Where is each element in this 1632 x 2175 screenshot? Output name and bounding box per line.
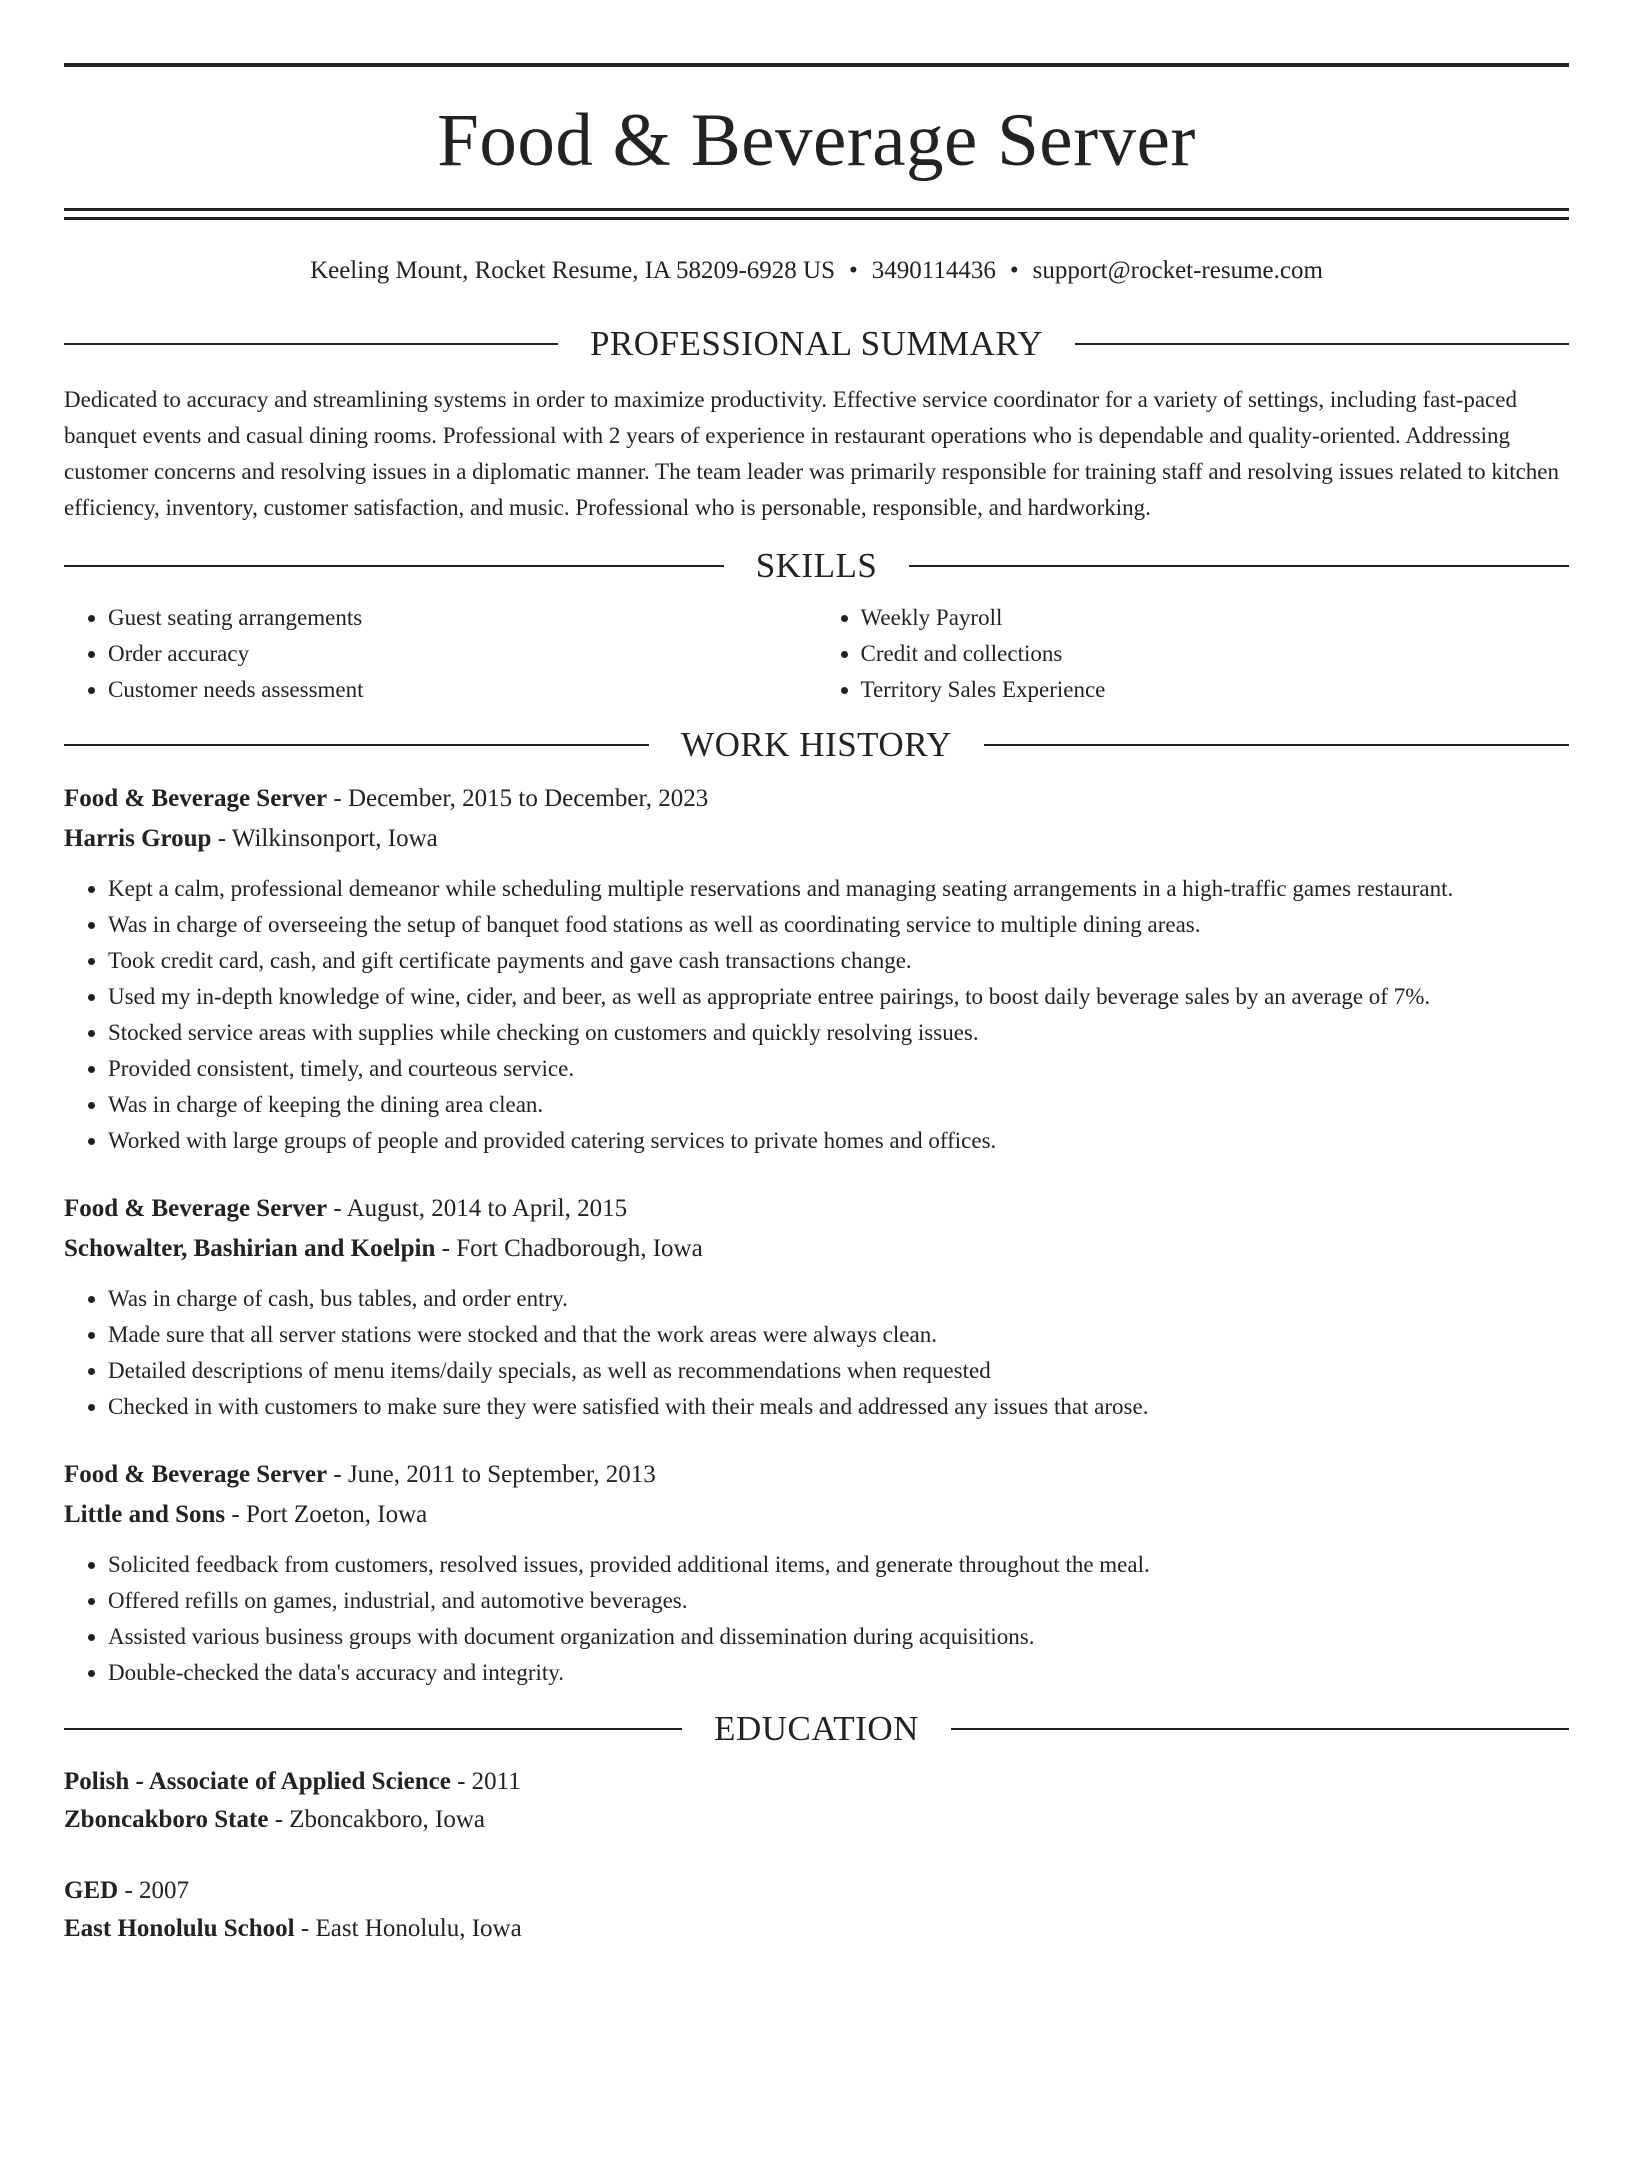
job-dash: - (333, 1461, 342, 1488)
summary-text: Dedicated to accuracy and streamlining systems in order to maximize productivity. Effective service coordinator for a variety of settings, including fast-paced banquet events and casual dining rooms. Professional with 2 years of experience in restaurant operations who is dependable and quality-oriented. Addressing customer concerns and resolving issues in a diplomatic manner. The team leader was primarily responsible for training staff and resolving issues related to kitchen efficiency, inventory, customer satisfaction, and music. Professional who is personable, responsible, and hardworking. (64, 387, 1560, 520)
contact-phone: 3490114436 (871, 257, 996, 284)
job-company-line (64, 1229, 1569, 1269)
job-company: Little and Sons (64, 1501, 226, 1528)
job-bullet: • Offered refills on games, industrial, and automotive beverages. (108, 1583, 1569, 1619)
skills-heading (64, 546, 1569, 586)
job-dash: - (441, 1235, 450, 1262)
heading-rule (64, 565, 724, 567)
contact-address: Keeling Mount, Rocket Resume, IA 58209-6928 US (310, 257, 836, 284)
job-entry (64, 1455, 1569, 1691)
resume-name: Food & Beverage Server (437, 99, 1196, 182)
skill-item: • Customer needs assessment (108, 672, 817, 708)
education-entry (64, 1763, 1569, 1839)
education-degree: Polish - Associate of Applied Science (64, 1768, 451, 1795)
skills-title: SKILLS (755, 546, 878, 585)
job-role: Food & Beverage Server (64, 1195, 328, 1222)
summary-heading (64, 324, 1569, 364)
job-company-line (64, 819, 1569, 859)
education-school: Zboncakboro State (64, 1806, 269, 1833)
job-title-line (64, 1189, 1569, 1229)
heading-rule (951, 1728, 1569, 1730)
education-location: Zboncakboro, Iowa (289, 1806, 486, 1833)
job-dash: - (333, 785, 342, 812)
job-bullet: • Detailed descriptions of menu items/daily specials, as well as recommendations when requested (108, 1353, 1569, 1389)
resume-page (64, 63, 1569, 1948)
job-bullet: • Was in charge of overseeing the setup of banquet food stations as well as coordinating service to multiple dining areas. (108, 907, 1569, 943)
skills-list (64, 600, 1569, 708)
contact-email: support@rocket-resume.com (1032, 257, 1323, 284)
job-bullet: • Assisted various business groups with document organization and dissemination during acquisitions. (108, 1619, 1569, 1655)
education-school-line (64, 1801, 1569, 1839)
job-entry (64, 1189, 1569, 1425)
heading-rule (909, 565, 1569, 567)
heading-rule (1075, 343, 1569, 345)
skill-item: • Weekly Payroll (861, 600, 1570, 636)
skill-item: • Order accuracy (108, 636, 817, 672)
education-year: 2007 (139, 1877, 190, 1904)
education-dash: - (274, 1806, 284, 1833)
job-bullet: • Took credit card, cash, and gift certificate payments and gave cash transactions change. (108, 943, 1569, 979)
education-title: EDUCATION (714, 1709, 919, 1748)
education-dash: - (457, 1768, 466, 1795)
education-dash: - (300, 1915, 310, 1942)
job-company-line (64, 1495, 1569, 1535)
job-bullet: • Provided consistent, timely, and courteous service. (108, 1051, 1569, 1087)
education-degree-line (64, 1872, 1569, 1910)
job-title-line (64, 779, 1569, 819)
skills-column-left (64, 600, 817, 708)
job-bullet: • Worked with large groups of people and provided catering services to private homes and offices. (108, 1123, 1569, 1159)
job-bullet: • Double-checked the data's accuracy and integrity. (108, 1655, 1569, 1691)
job-location: Wilkinsonport, Iowa (231, 825, 438, 852)
skill-item: • Credit and collections (861, 636, 1570, 672)
job-location: Port Zoeton, Iowa (246, 1501, 428, 1528)
job-entry (64, 779, 1569, 1159)
job-bullets (64, 871, 1569, 1159)
job-location: Fort Chadborough, Iowa (456, 1235, 703, 1262)
job-bullet: • Was in charge of cash, bus tables, and order entry. (108, 1281, 1569, 1317)
contact-line (64, 256, 1569, 286)
education-location: East Honolulu, Iowa (315, 1915, 522, 1942)
education-heading (64, 1709, 1569, 1749)
job-role: Food & Beverage Server (64, 785, 328, 812)
job-bullets (64, 1547, 1569, 1691)
job-bullet: • Used my in-depth knowledge of wine, cider, and beer, as well as appropriate entree pairings, to boost daily beverage sales by an average of 7%. (108, 979, 1569, 1015)
summary-title: PROFESSIONAL SUMMARY (589, 324, 1044, 363)
job-company: Schowalter, Bashirian and Koelpin (64, 1235, 436, 1262)
skill-item: • Guest seating arrangements (108, 600, 817, 636)
job-bullet: • Checked in with customers to make sure they were satisfied with their meals and addressed any issues that arose. (108, 1389, 1569, 1425)
heading-rule (64, 744, 649, 746)
education-school-line (64, 1910, 1569, 1948)
skill-item: • Territory Sales Experience (861, 672, 1570, 708)
work-heading (64, 725, 1569, 765)
job-title-line (64, 1455, 1569, 1495)
job-bullets (64, 1281, 1569, 1425)
education-degree: GED (64, 1877, 119, 1904)
job-dates: August, 2014 to April, 2015 (346, 1195, 628, 1222)
job-dates: June, 2011 to September, 2013 (347, 1461, 656, 1488)
work-title: WORK HISTORY (681, 725, 952, 764)
job-dash: - (217, 825, 227, 852)
double-rule (64, 208, 1569, 220)
contact-separator: • (849, 257, 858, 284)
job-bullet: • Made sure that all server stations were stocked and that the work areas were always clean. (108, 1317, 1569, 1353)
job-bullet: • Stocked service areas with supplies while checking on customers and quickly resolving issues. (108, 1015, 1569, 1051)
heading-rule (64, 1728, 682, 1730)
education-year: 2011 (471, 1768, 521, 1795)
job-bullet: • Solicited feedback from customers, resolved issues, provided additional items, and generate throughout the meal. (108, 1547, 1569, 1583)
education-degree-line (64, 1763, 1569, 1801)
education-dash: - (124, 1877, 133, 1904)
job-company: Harris Group (64, 825, 212, 852)
job-dates: December, 2015 to December, 2023 (347, 785, 709, 812)
education-entry (64, 1872, 1569, 1948)
contact-separator: • (1009, 257, 1019, 284)
job-bullet: • Kept a calm, professional demeanor while scheduling multiple reservations and managing seating arrangements in a high-traffic games restaurant. (108, 871, 1569, 907)
job-bullet: • Was in charge of keeping the dining area clean. (108, 1087, 1569, 1123)
job-dash: - (231, 1501, 240, 1528)
heading-rule (64, 343, 558, 345)
job-dash: - (333, 1195, 342, 1222)
education-school: East Honolulu School (64, 1915, 295, 1942)
skills-column-right (817, 600, 1570, 708)
job-role: Food & Beverage Server (64, 1461, 328, 1488)
heading-rule (984, 744, 1569, 746)
